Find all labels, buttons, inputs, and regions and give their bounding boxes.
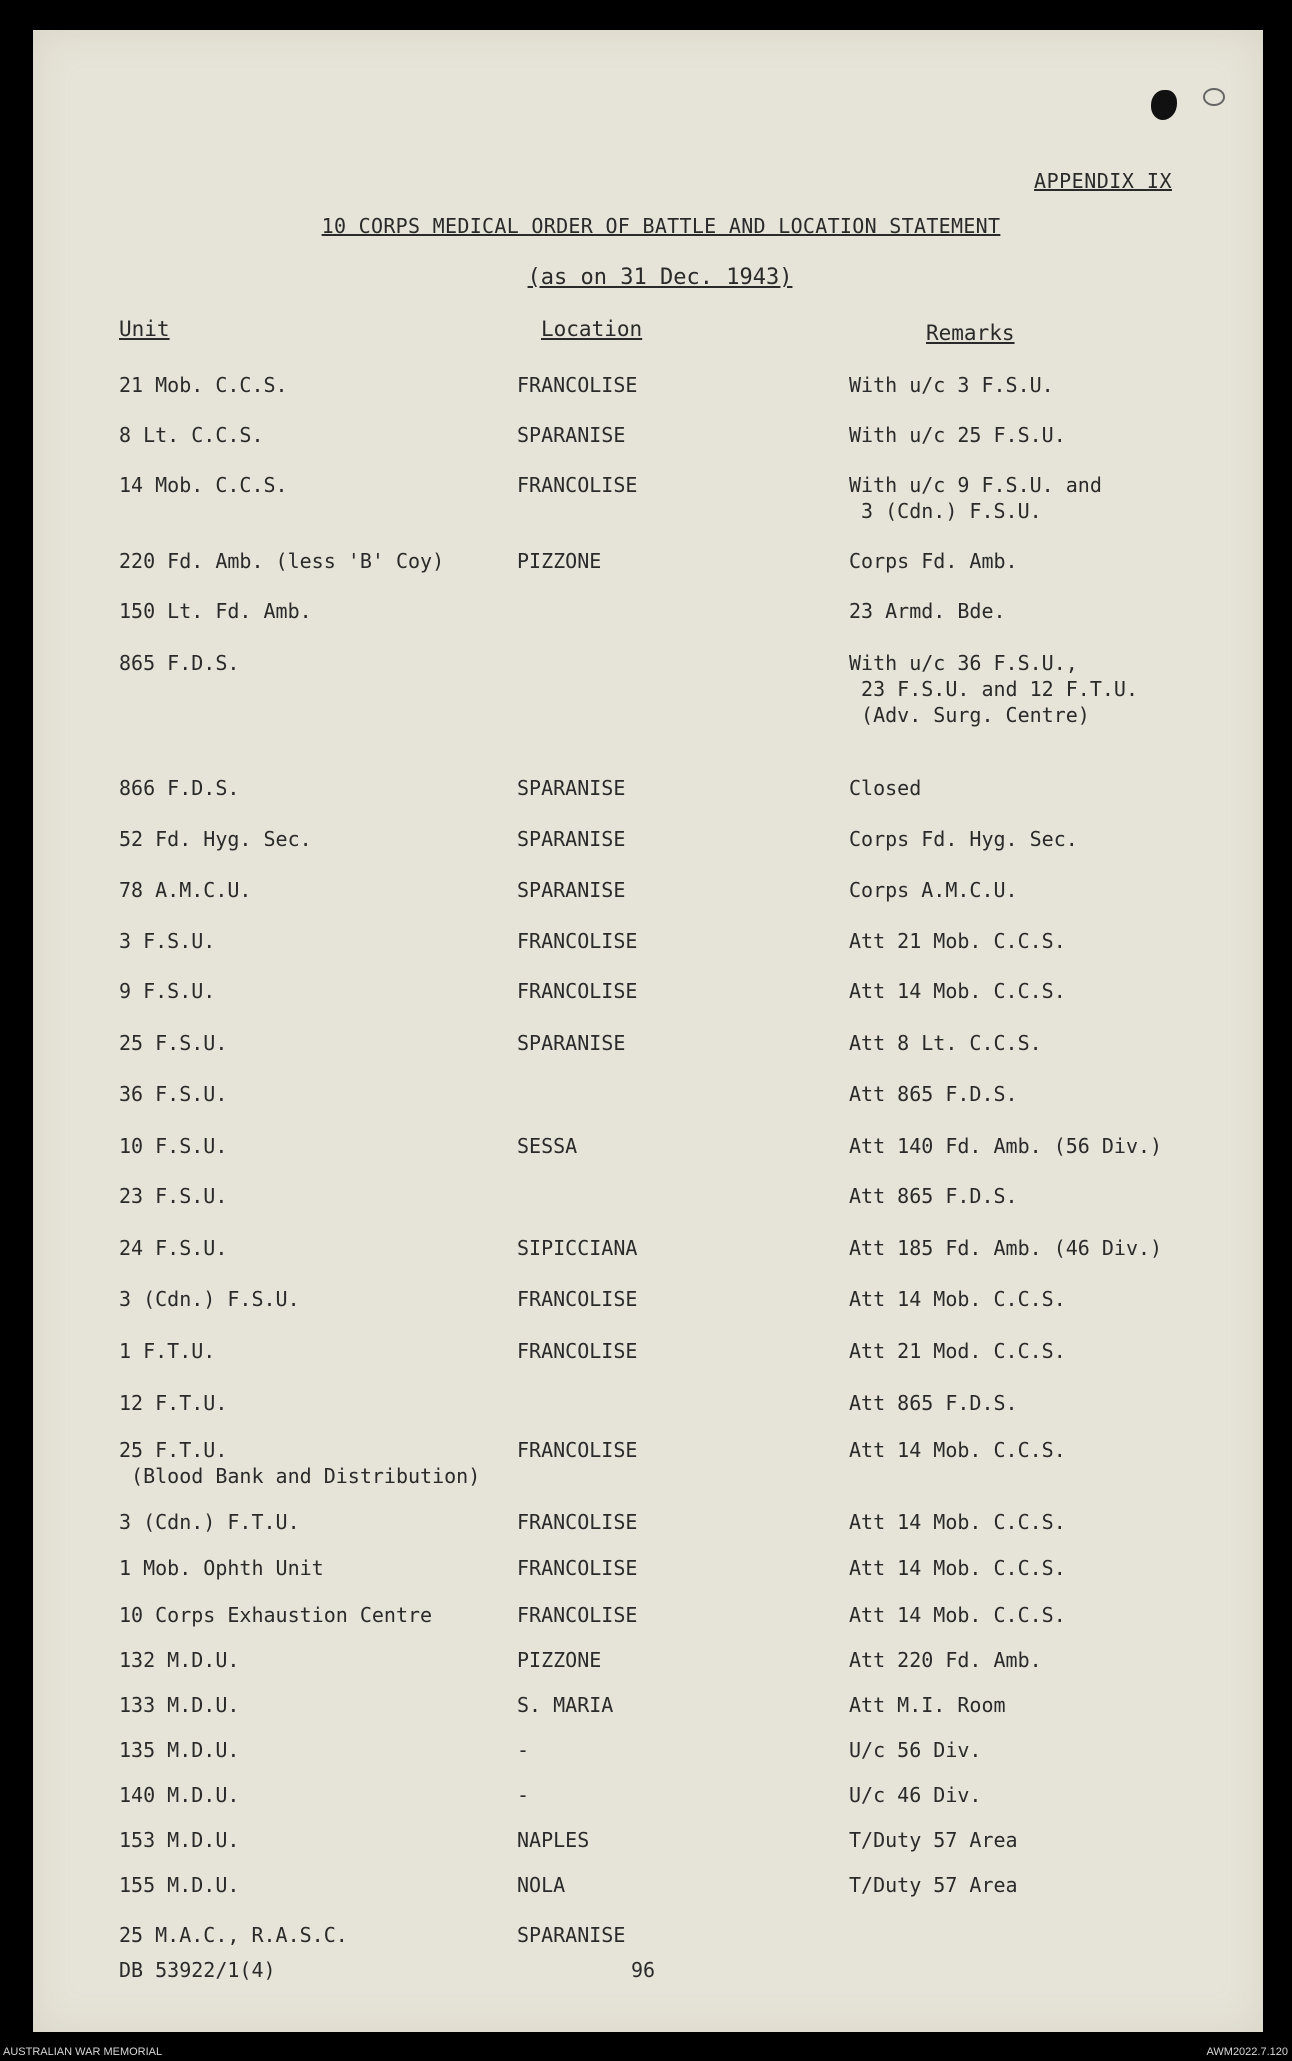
unit-cell: 3 (Cdn.) F.T.U. [119,1510,300,1534]
unit-cell: 36 F.S.U. [119,1082,228,1106]
punch-hole [1151,90,1177,120]
remarks-cell: With u/c 36 F.S.U., 23 F.S.U. and 12 F.T.U. (Adv. Surg. Centre) [849,651,1138,727]
unit-cell: 9 F.S.U. [119,979,216,1003]
location-cell: SPARANISE [517,827,626,851]
location-cell: S. MARIA [517,1693,614,1717]
unit-cell: 220 Fd. Amb. (less 'B' Coy) [119,549,445,573]
unit-cell: 23 F.S.U. [119,1184,228,1208]
location-cell: FRANCOLISE [517,929,638,953]
archive-reference: AWM2022.7.120 [1206,2046,1288,2058]
remarks-cell: Att 21 Mod. C.C.S. [849,1339,1066,1363]
unit-cell: 78 A.M.C.U. [119,878,252,902]
document-page [33,30,1263,2032]
remarks-cell: Att 865 F.D.S. [849,1082,1018,1106]
unit-cell: 132 M.D.U. [119,1648,240,1672]
remarks-cell: With u/c 25 F.S.U. [849,423,1066,447]
page-number: 96 [631,1958,656,1982]
remarks-cell: U/c 46 Div. [849,1783,982,1807]
document-subtitle [33,265,1263,290]
remarks-cell: Corps Fd. Amb. [849,549,1018,573]
location-cell: FRANCOLISE [517,1510,638,1534]
unit-cell: 3 (Cdn.) F.S.U. [119,1287,300,1311]
unit-cell: 150 Lt. Fd. Amb. [119,599,312,623]
unit-cell: 21 Mob. C.C.S. [119,373,288,397]
unit-cell: 866 F.D.S. [119,776,240,800]
unit-cell: 12 F.T.U. [119,1391,228,1415]
remarks-cell: Att 140 Fd. Amb. (56 Div.) [849,1134,1163,1158]
remarks-cell: 23 Armd. Bde. [849,599,1006,623]
remarks-cell: Att 21 Mob. C.C.S. [849,929,1066,953]
remarks-cell: Att 14 Mob. C.C.S. [849,1287,1066,1311]
document-date: (as on 31 Dec. 1943) [527,265,793,290]
remarks-cell: Att 185 Fd. Amb. (46 Div.) [849,1236,1163,1260]
unit-cell: 25 M.A.C., R.A.S.C. [119,1923,348,1947]
column-header-remarks: Remarks [926,321,1015,345]
location-cell: FRANCOLISE [517,1438,638,1462]
location-cell: SPARANISE [517,1923,626,1947]
appendix-label: APPENDIX IX [1034,169,1172,193]
unit-cell: 1 Mob. Ophth Unit [119,1556,324,1580]
unit-cell: 865 F.D.S. [119,651,240,675]
unit-cell: 25 F.S.U. [119,1031,228,1055]
location-cell: SPARANISE [517,878,626,902]
remarks-cell: T/Duty 57 Area [849,1873,1018,1897]
document-title: 10 CORPS MEDICAL ORDER OF BATTLE AND LOCATION STATEMENT [321,214,1001,238]
remarks-cell: Att 14 Mob. C.C.S. [849,1556,1066,1580]
remarks-cell: Att 865 F.D.S. [849,1184,1018,1208]
unit-cell: 133 M.D.U. [119,1693,240,1717]
location-cell: FRANCOLISE [517,1603,638,1627]
location-cell: SPARANISE [517,776,626,800]
location-cell: SPARANISE [517,1031,626,1055]
unit-cell: 10 F.S.U. [119,1134,228,1158]
unit-cell: 140 M.D.U. [119,1783,240,1807]
remarks-cell: Att 14 Mob. C.C.S. [849,1438,1066,1462]
remarks-cell: T/Duty 57 Area [849,1828,1018,1852]
unit-cell: 153 M.D.U. [119,1828,240,1852]
unit-cell: 3 F.S.U. [119,929,216,953]
location-cell: NOLA [517,1873,566,1897]
column-header-location: Location [541,317,643,341]
location-cell: NAPLES [517,1828,590,1852]
location-cell: SESSA [517,1134,578,1158]
remarks-cell: Att 14 Mob. C.C.S. [849,979,1066,1003]
location-cell: PIZZONE [517,549,602,573]
remarks-cell: Att 220 Fd. Amb. [849,1648,1042,1672]
archive-strip [0,2043,1292,2061]
column-header-unit: Unit [119,317,170,341]
remarks-cell: Att 14 Mob. C.C.S. [849,1603,1066,1627]
location-cell: FRANCOLISE [517,1339,638,1363]
remarks-cell: Corps Fd. Hyg. Sec. [849,827,1078,851]
location-cell: FRANCOLISE [517,473,638,497]
location-cell: - [517,1738,530,1762]
remarks-cell: Att 865 F.D.S. [849,1391,1018,1415]
unit-cell: 10 Corps Exhaustion Centre [119,1603,433,1627]
unit-cell: 8 Lt. C.C.S. [119,423,264,447]
remarks-cell: Corps A.M.C.U. [849,878,1018,902]
location-cell: FRANCOLISE [517,373,638,397]
remarks-cell: With u/c 3 F.S.U. [849,373,1054,397]
location-cell: FRANCOLISE [517,979,638,1003]
unit-cell: 25 F.T.U. (Blood Bank and Distribution) [119,1438,481,1488]
location-cell: PIZZONE [517,1648,602,1672]
remarks-cell: U/c 56 Div. [849,1738,982,1762]
remarks-cell: Closed [849,776,922,800]
document-reference: DB 53922/1(4) [119,1958,276,1982]
unit-cell: 1 F.T.U. [119,1339,216,1363]
remarks-cell: Att M.I. Room [849,1693,1006,1717]
location-cell: SIPICCIANA [517,1236,638,1260]
unit-cell: 135 M.D.U. [119,1738,240,1762]
location-cell: SPARANISE [517,423,626,447]
punch-hole-mark [1203,88,1225,106]
unit-cell: 52 Fd. Hyg. Sec. [119,827,312,851]
unit-cell: 24 F.S.U. [119,1236,228,1260]
remarks-cell: Att 14 Mob. C.C.S. [849,1510,1066,1534]
remarks-cell: Att 8 Lt. C.C.S. [849,1031,1042,1055]
unit-cell: 14 Mob. C.C.S. [119,473,288,497]
archive-name: AUSTRALIAN WAR MEMORIAL [3,2046,163,2058]
unit-cell: 155 M.D.U. [119,1873,240,1897]
location-cell: FRANCOLISE [517,1556,638,1580]
location-cell: FRANCOLISE [517,1287,638,1311]
location-cell: - [517,1783,530,1807]
remarks-cell: With u/c 9 F.S.U. and 3 (Cdn.) F.S.U. [849,473,1102,523]
